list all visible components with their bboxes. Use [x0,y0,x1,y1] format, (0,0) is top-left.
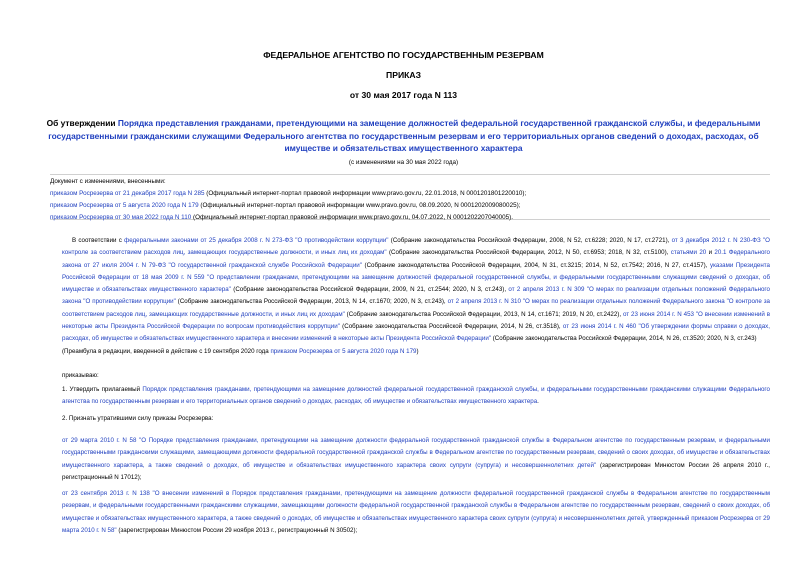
basis-link[interactable]: от 2 апреля 2013 г. N 309 "О мерах по реализации отдельных положений Федерального закона "О противодействии коррупции" [62,286,770,306]
document-title [30,117,777,155]
basis-text: и [706,249,715,257]
basis-link[interactable]: указами Президента Российской Федерации от 18 мая 2009 г. N 559 "О представлении гражданами, претендующими на замещение должностей федеральной государственной службы, и федеральными государственными служащими сведений о доходах, об имуществе и обязательствах имущественного характера" [62,261,770,294]
point-2: 2. Признать утратившими силу приказы Росрезерва: [62,415,214,422]
basis-text: (Собрание законодательства Российской Федерации, 2009, N 21, ст.2544; 2020, N 3, ст.243), [230,286,509,294]
doc-change-item [50,200,770,212]
document-changes-box [50,174,770,220]
preamble-note [62,346,419,358]
doc-change-text: (Официальный интернет-портал правовой информации www.pravo.gov.ru, 22.01.2018, N 0001201801220010); [204,190,527,197]
basis-link[interactable]: 20.1 Федерального закона от 27 июля 2004 г. N 79-ФЗ "О государственной гражданской службе Российской Федерации" [62,249,770,269]
basis-link[interactable]: от 3 декабря 2012 г. N 230-ФЗ "О контроле за соответствием расходов лиц, замещающих государственные должности, и иных лиц их доходам" [62,237,770,257]
date-number-heading: от 30 мая 2017 года N 113 [349,90,458,100]
point-1-link[interactable]: Порядок представления гражданами, претендующими на замещение должностей федеральной государственной гражданской службы, и федеральными государственными гражданскими служащими Федерального агентства по государственным резервам и его территориальных органов сведений о доходах, расходах, об имуществе и обязательствах имущественного характера [62,386,770,406]
agency-heading: ФЕДЕРАЛЬНОЕ АГЕНТСТВО ПО ГОСУДАРСТВЕННЫМ РЕЗЕРВАМ [263,50,544,60]
basis-link[interactable]: от 23 июня 2014 г. N 453 "О внесении изменений в некоторые акты Президента Российской Федерации по вопросам противодействия коррупции" [62,310,771,331]
basis-text: (Собрание законодательства Российской Федерации, 2004, N 31, ст.3215; 2014, N 52, ст.7542; 2016, N 27, ст.4157), [361,261,710,269]
preamble-link[interactable]: приказом Росрезерва от 5 августа 2020 года N 179 [270,348,417,355]
doc-change-link[interactable]: приказом Росрезерва от 21 декабря 2017 года N 285 [50,190,205,197]
basis-paragraph [62,235,770,346]
doc-change-item [50,212,770,224]
basis-link[interactable]: федеральными законами от 25 декабря 2008 г. N 273-ФЗ "О противодействии коррупции" [124,237,389,244]
doc-change-link[interactable]: приказом Росрезерва от 30 мая 2022 года N 110 [50,214,192,221]
repealed-order-2010 [62,435,770,484]
basis-text: (Собрание законодательства Российской Федерации, 2013, N 14, ст.1671; 2019, N 20, ст.2422), [344,310,623,318]
doc-change-text: (Официальный интернет-портал правовой информации www.pravo.gov.ru, 04.07.2022, N 0001202207040005). [191,214,513,221]
basis-text: (Собрание законодательства Российской Федерации, 2013, N 14, ст.1670; 2020, N 3, ст.243), [175,298,448,306]
preamble-text: ) [416,348,419,355]
changes-note: (с изменениями на 30 мая 2022 года) [348,159,459,166]
repealed-order-link[interactable]: от 29 марта 2010 г. N 58 "О Порядке представления гражданами, претендующими на замещение должности федеральной государственной гражданской службы в Федеральном агентстве по государственным резервам, и федеральными государственными гражданскими служащими, замещающими должности федеральной государственной гражданской службы в Федеральном агентстве по государственным резервам, сведений о своих доходах, об имуществе и обязательствах имущественного характера, а также сведений о доходах, об имуществе и обязательствах имущественного характера своих супруги (супруга) и несовершеннолетних детей" [62,437,770,469]
doc-changes-heading: Документ с изменениями, внесенными: [50,178,166,185]
doc-change-text: (Официальный интернет-портал правовой информации www.pravo.gov.ru, 08.09.2020, N 0001202009080025); [198,202,521,209]
repealed-order-text: (зарегистрирован Минюстом России 29 ноября 2013 г., регистрационный N 30502); [116,526,358,534]
basis-text: (Собрание законодательства Российской Федерации, 2014, N 26, ст.3518), [339,323,563,331]
preamble-text: (Преамбула в редакции, введенной в действие с 19 сентября 2020 года [62,348,271,355]
basis-link[interactable]: от 23 июня 2014 г. N 460 "Об утверждении формы справки о доходах, расходах, об имуществе и обязательствах имущественного характера и внесении изменений в некоторые акты Президента Российской Федерации" [62,323,770,343]
basis-text: (Собрание законодательства Российской Федерации, 2008, N 52, ст.6228; 2020, N 17, ст.2721), [388,237,672,244]
basis-link[interactable]: статьями 20 [670,249,707,257]
doc-type-heading: ПРИКАЗ [386,70,421,80]
order-word: приказываю: [62,372,99,379]
basis-link[interactable]: от 2 апреля 2013 г. N 310 "О мерах по реализации отдельных положений Федерального закона "О контроле за соответствием расходов лиц, замещающих государственные должности, и иных лиц их доходам" [62,298,771,318]
point-1-text: . [537,398,539,406]
repealed-order-2013 [62,488,770,537]
repealed-order-text: (зарегистрирован Минюстом России 26 апреля 2010 г., регистрационный N 17012); [62,461,770,481]
repealed-order-link[interactable]: от 23 сентября 2013 г. N 138 "О внесении изменений в Порядок представления гражданами, претендующими на замещение должности федеральной государственной гражданской службы в Федеральном агентстве по государственным резервам, и федеральными государственными гражданскими служащими, замещающими должности федеральной государственной гражданской службы в Федеральном агентстве по государственным резервам, сведений о своих доходах, об имуществе и обязательствах имущественного характера, а также сведений о доходах, об имуществе и обязательствах имущественного характера своих супруги (супруга) и несовершеннолетних детей, утвержденный приказом Росрезерва от 29 марта 2010 г. N 58" [62,490,770,534]
basis-text: В соответствии с [72,237,125,244]
doc-change-link[interactable]: приказом Росрезерва от 5 августа 2020 года N 179 [50,202,199,209]
title-prefix: Об утверждении [46,118,118,128]
basis-text: (Собрание законодательства Российской Федерации, 2012, N 50, ст.6953; 2018, N 32, ст.5100), [386,249,671,257]
basis-text: (Собрание законодательства Российской Федерации, 2014, N 26, ст.3520; 2020, N 3, ст.243) [490,335,757,343]
doc-change-item [50,188,770,200]
title-link[interactable]: Порядка представления гражданами, претендующими на замещение должностей федеральной государственной гражданской службы, и федеральными государственными гражданскими служащими Федерального агентства по государственным резервам и его территориальных органов сведений о доходах, расходах, об имуществе и обязательствах имущественного характера [48,118,761,153]
point-1-text: 1. Утвердить прилагаемый [62,386,143,393]
point-1 [62,384,770,409]
